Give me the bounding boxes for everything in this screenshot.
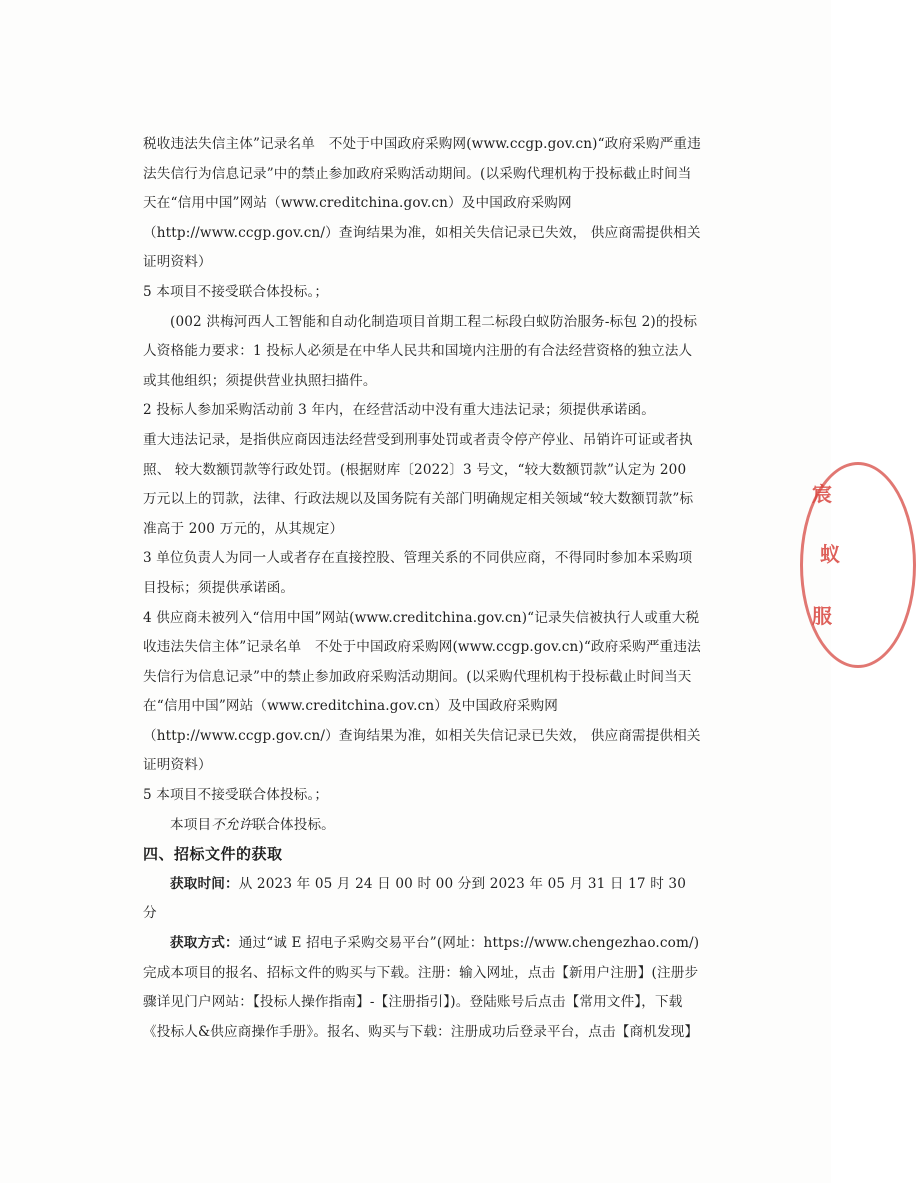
acquire-method-label: 获取方式： <box>170 935 239 952</box>
paragraph-credit-check-2: 4 供应商未被列入“信用中国”网站(www.creditchina.gov.cn)“记录失信被执行人或重大税收违法失信主体”记录名单 不处于中国政府采购网(www.ccgp.gov.cn)“政府采购严重违法失信行为信息记录”中的禁止参加政府采购活动期间。(以采购代理机构于投标截止时间当天在“信用中国”网站（www.creditchina.gov.cn）及中国政府采购网（http://www.ccgp.gov.cn/）查询结果为准，如相关失信记录已失效， 供应商需提供相关证明资料） <box>143 609 701 774</box>
acquire-method-value: 通过“诚 E 招电子采购交易平台”(网址：https://www.chengezhao.com/)完成本项目的报名、招标文件的购买与下载。注册：输入网址，点击【新用户注册】(注册步骤详见门户网站：【投标人操作指南】-【注册指引】)。登陆账号后点击【常用文件】，下载《投标人&供应商操作手册》。报名、购买与下载：注册成功后登录平台，点击【商机发现】 <box>143 935 700 1040</box>
document-body <box>143 130 703 1047</box>
consortium-emphasis: 不允许 <box>211 816 253 833</box>
stamp-char: 宸 <box>812 482 832 506</box>
consortium-prefix: 本项目 <box>170 816 212 833</box>
paragraph-lot2-requirements: (002 洪梅河西人工智能和自动化制造项目首期工程二标段白蚁防治服务-标包 2)的投标人资格能力要求：1 投标人必须是在中华人民共和国境内注册的有合法经营资格的独立法人或其他组织；须提供营业执照扫描件。 <box>143 313 698 389</box>
stamp-char: 服 <box>812 604 832 628</box>
paragraph-acquire-method <box>143 929 703 1047</box>
paragraph-credit-check-1: 税收违法失信主体”记录名单 不处于中国政府采购网(www.ccgp.gov.cn)“政府采购严重违法失信行为信息记录”中的禁止参加政府采购活动期间。(以采购代理机构于投标截止时间当天在“信用中国”网站（www.creditchina.gov.cn）及中国政府采购网（http://www.ccgp.gov.cn/）查询结果为准，如相关失信记录已失效， 供应商需提供相关证明资料） <box>143 136 701 271</box>
section-heading: 四、招标文件的获取 <box>143 845 283 864</box>
paragraph-no-consortium-2: 5 本项目不接受联合体投标。； <box>143 787 329 804</box>
stamp-char: 蚁 <box>820 542 840 566</box>
consortium-suffix: 联合体投标。 <box>252 816 335 833</box>
paragraph-acquire-time <box>143 870 703 929</box>
paragraph-violation-definition: 重大违法记录，是指供应商因违法经营受到刑事处罚或者责令停产停业、吊销许可证或者执照、 较大数额罚款等行政处罚。(根据财库〔2022〕3 号文，“较大数额罚款”认定为 200 万元以上的罚款，法律、行政法规以及国务院有关部门明确规定相关领域“较大数额罚款”标准高于 200 万元的，从其规定） <box>143 431 694 537</box>
paragraph-consortium-statement <box>143 811 703 841</box>
paragraph-no-violation: 2 投标人参加采购活动前 3 年内，在经营活动中没有重大违法记录；须提供承诺函。 <box>143 402 656 419</box>
acquire-time-label: 获取时间： <box>170 875 239 892</box>
acquire-time-value: 从 2023 年 05 月 24 日 00 时 00 分到 2023 年 05 月 31 日 17 时 30 分 <box>143 875 687 922</box>
paragraph-no-consortium-1: 5 本项目不接受联合体投标。； <box>143 283 329 300</box>
paragraph-same-principal: 3 单位负责人为同一人或者存在直接控股、管理关系的不同供应商，不得同时参加本采购项目投标；须提供承诺函。 <box>143 550 693 596</box>
